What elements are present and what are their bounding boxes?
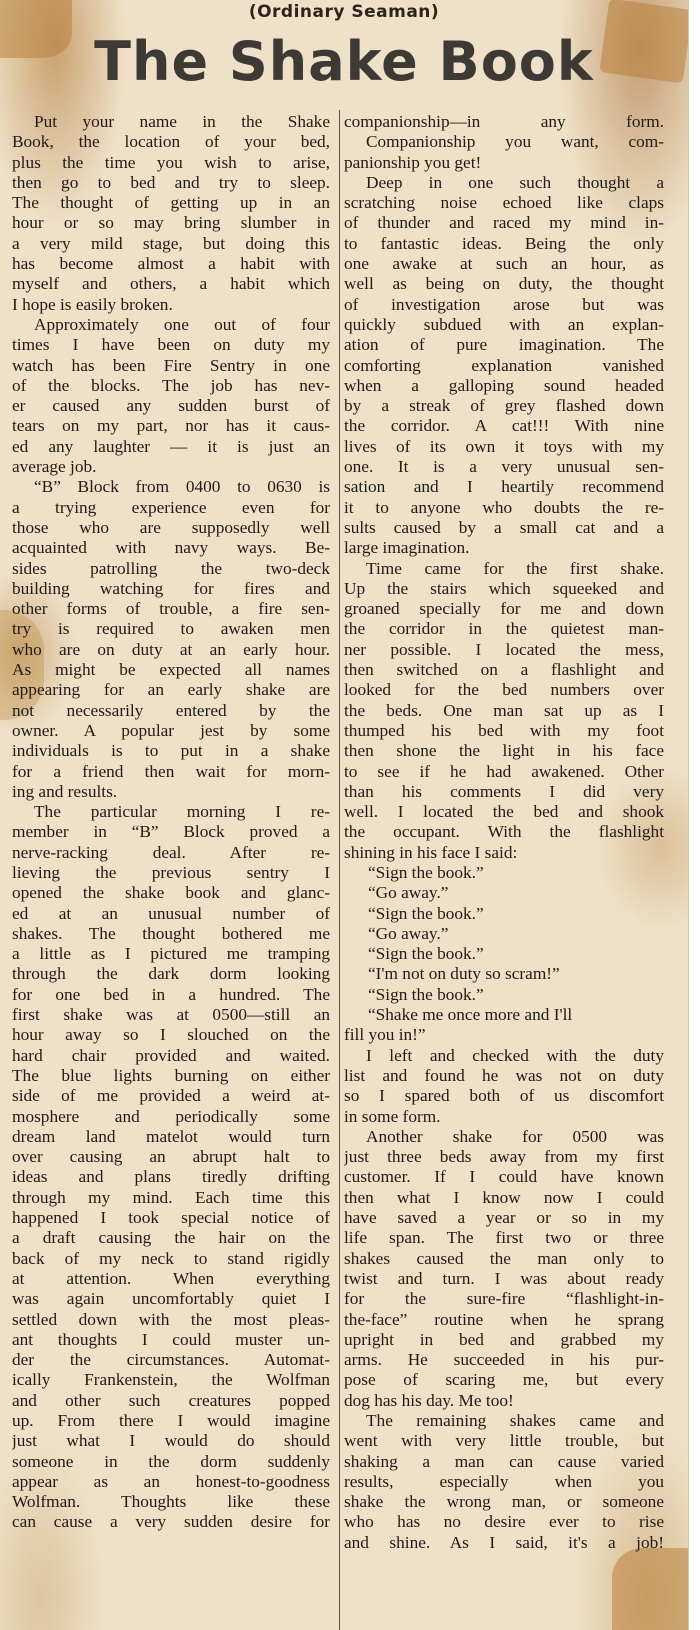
article-line: ing and results. (12, 781, 118, 801)
article-line: sides patrolling the two-deck (12, 558, 330, 578)
article-line: thumped his bed with my foot (344, 720, 664, 740)
article-line: the corridor in the quietest man- (344, 619, 664, 639)
article-line: acquainted with navy ways. Be- (12, 538, 330, 558)
article-line: up. From there I would imagine (12, 1411, 330, 1430)
article-line: pose of scaring me, but every (344, 1370, 664, 1390)
article-line: ation of pure imagination. The (344, 335, 664, 355)
article-line: the occupant. With the flashlight (344, 822, 664, 842)
article-line: one awake at such an hour, as (344, 254, 664, 274)
article-line: the-face” routine when he sprang (344, 1309, 664, 1329)
article-line: The thought of getting up in an (12, 193, 330, 213)
article-line: over causing an abrupt halt to (12, 1147, 330, 1167)
article-line: watch has been Fire Sentry in one (12, 355, 330, 375)
article-line: the corridor. A cat!!! With nine (344, 416, 664, 436)
article-line: in some form. (344, 1106, 441, 1126)
article-line: a little as I pictured me tramping (12, 944, 330, 964)
article-line: sults caused by a small cat and a (344, 517, 664, 537)
column-divider (339, 110, 340, 1630)
article-line: well as being on duty, the thought (344, 274, 664, 294)
article-line: just what I would do should (12, 1431, 330, 1451)
article-line: for a friend then wait for morn- (12, 761, 330, 781)
article-line: scratching noise echoed like claps (344, 193, 664, 213)
article-line: nerve-racking deal. After re- (12, 842, 330, 862)
article-line: fill you in!” (344, 1025, 426, 1045)
article-line: lieving the previous sentry I (12, 862, 330, 882)
article-line: when a galloping sound headed (344, 375, 664, 395)
article-line: Put your name in the Shake (34, 112, 330, 131)
article-line: arms. He succeeded in his pur- (344, 1350, 664, 1370)
article-line: panionship you get! (344, 152, 482, 172)
article-line: “Sign the book.” (368, 944, 484, 964)
article-line: er caused any sudden burst of (12, 396, 330, 416)
article-line: results, especially when you (344, 1471, 664, 1491)
article-line: member in “B” Block proved a (12, 822, 330, 842)
article-line: of investigation arose but was (344, 294, 664, 314)
article-line: first shake was at 0500—still an (12, 1005, 330, 1025)
article-line: I hope is easily broken. (12, 294, 173, 314)
article-line: then what I know now I could (344, 1187, 664, 1207)
article-line: owner. A popular jest by some (12, 720, 330, 740)
article-line: at attention. When everything (12, 1268, 330, 1288)
article-line: so I spared both of us discomfort (344, 1086, 664, 1106)
article-line: for one bed in a hundred. The (12, 984, 330, 1004)
article-line: then switched on a flashlight and (344, 660, 664, 680)
article-line: it to anyone who doubts the re- (344, 497, 664, 517)
article-line: then shone the light in his face (344, 741, 664, 761)
article-line: companionship—in any form. (344, 112, 664, 131)
article-line: appearing for an early shake are (12, 680, 330, 700)
article-line: shining in his face I said: (344, 842, 518, 862)
article-line: through the dark dorm looking (12, 964, 330, 984)
article-line: ically Frankenstein, the Wolfman (12, 1370, 330, 1390)
article-line: ed at an unusual number of (12, 903, 330, 923)
article-line: mosphere and periodically some (12, 1106, 330, 1126)
article-line: “B” Block from 0400 to 0630 is (34, 477, 330, 497)
article-line: large imagination. (344, 538, 470, 558)
article-line: Approximately one out of four (34, 314, 330, 334)
article-line: one. It is a very unusual sen- (344, 457, 664, 477)
article-line: can cause a very sudden desire for (12, 1512, 330, 1532)
article-line: individuals is to put in a shake (12, 741, 330, 761)
article-line: “Shake me once more and I'll (368, 1005, 573, 1025)
article-line: through my mind. Each time this (12, 1187, 330, 1207)
tape-stain-bottom-right (612, 1548, 688, 1630)
article-line: and shine. As I said, it's a job! (344, 1532, 664, 1552)
article-line: back of my neck to stand rigidly (12, 1248, 330, 1268)
article-line: who are on duty at an early hour. (12, 639, 330, 659)
article-line: comforting explanation vanished (344, 355, 664, 375)
article-line: not necessarily entered by the (12, 700, 330, 720)
article-line: ant thoughts I could muster un- (12, 1329, 330, 1349)
article-line: I left and checked with the duty (366, 1045, 664, 1065)
article-line: by a streak of grey flashed down (344, 396, 664, 416)
article-line: shake the wrong man, or someone (344, 1492, 664, 1512)
article-line: a very mild stage, but doing this (12, 233, 330, 253)
article-line: upright in bed and grabbed my (344, 1329, 664, 1349)
article-line: Book, the location of your bed, (12, 132, 330, 152)
article-headline: The Shake Book (94, 30, 594, 93)
article-line: a trying experience even for (12, 497, 330, 517)
article-line: “Sign the book.” (368, 984, 484, 1004)
article-line: Companionship you want, com- (366, 132, 664, 152)
article-line: try is required to awaken men (12, 619, 330, 639)
article-line: happened I took special notice of (12, 1208, 330, 1228)
article-line: the beds. One man sat up as I (344, 700, 664, 720)
article-line: was again uncomfortably quiet I (12, 1289, 330, 1309)
article-line: The blue lights burning on either (12, 1065, 330, 1085)
article-line: life span. The first two or three (344, 1228, 664, 1248)
article-line: of thunder and raced my mind in- (344, 213, 664, 233)
article-line: Deep in one such thought a (366, 172, 664, 192)
article-line: just three beds away from my first (344, 1147, 664, 1167)
article-line: Time came for the first shake. (366, 558, 664, 578)
article-line: average job. (12, 457, 97, 477)
article-line: then go to bed and try to sleep. (12, 172, 330, 192)
article-line: have saved a year or so in my (344, 1208, 664, 1228)
article-line: who has no desire ever to rise (344, 1512, 664, 1532)
article-line: to fantastic ideas. Being the only (344, 233, 664, 253)
article-line: “Go away.” (368, 923, 449, 943)
article-line: customer. If I could have known (344, 1167, 664, 1187)
article-line: ner possible. I located the mess, (344, 639, 664, 659)
article-line: Up the stairs which squeeked and (344, 578, 664, 598)
article-line: hard chair provided and waited. (12, 1045, 330, 1065)
article-line: times I have been on duty my (12, 335, 330, 355)
kicker-byline: (Ordinary Seaman) (248, 2, 440, 22)
article-line: Another shake for 0500 was (366, 1126, 664, 1146)
article-line: for the sure-fire “flashlight-in- (344, 1289, 664, 1309)
article-line: opened the shake book and glanc- (12, 883, 330, 903)
article-line: shakes caused the man only to (344, 1248, 664, 1268)
article-line: building watching for fires and (12, 578, 330, 598)
article-line: The remaining shakes came and (366, 1411, 664, 1430)
article-line: dog has his day. Me too! (344, 1390, 514, 1410)
article-line: hour away so I slouched on the (12, 1025, 330, 1045)
article-line: hour or so may bring slumber in (12, 213, 330, 233)
article-line: a draft causing the hair on the (12, 1228, 330, 1248)
article-line: plus the time you wish to arise, (12, 152, 330, 172)
article-line: shaking a man can cause varied (344, 1451, 664, 1471)
article-line: ed any laughter — it is just an (12, 436, 330, 456)
article-line: side of me provided a weird at- (12, 1086, 330, 1106)
article-line: As might be expected all names (12, 660, 330, 680)
article-line: myself and others, a habit which (12, 274, 330, 294)
article-line: lives of its own it toys with my (344, 436, 664, 456)
article-line: appear as an honest-to-goodness (12, 1471, 330, 1491)
article-line: twist and turn. I was about ready (344, 1268, 664, 1288)
article-line: “Sign the book.” (368, 862, 484, 882)
article-line: other forms of trouble, a fire sen- (12, 599, 330, 619)
article-line: those who are supposedly well (12, 517, 330, 537)
article-line: Wolfman. Thoughts like these (12, 1492, 330, 1512)
article-line: someone in the dorm suddenly (12, 1451, 330, 1471)
article-line: der the circumstances. Automat- (12, 1350, 330, 1370)
article-line: settled down with the most pleas- (12, 1309, 330, 1329)
article-line: sation and I heartily recommend (344, 477, 664, 497)
article-line: went with very little trouble, but (344, 1431, 664, 1451)
article-line: than his comments I did very (344, 781, 664, 801)
article-line: looked for the bed numbers over (344, 680, 664, 700)
article-line: list and found he was not on duty (344, 1065, 664, 1085)
article-line: dream land matelot would turn (12, 1126, 330, 1146)
article-line: shakes. The thought bothered me (12, 923, 330, 943)
article-line: tears on my part, nor has it caus- (12, 416, 330, 436)
article-line: of the blocks. The job has nev- (12, 375, 330, 395)
article-line: quickly subdued with an explan- (344, 314, 664, 334)
article-column-right (344, 112, 664, 1553)
article-line: to see if he had awakened. Other (344, 761, 664, 781)
article-column-left (12, 112, 330, 1533)
article-line: has become almost a habit with (12, 254, 330, 274)
article-line: The particular morning I re- (34, 802, 330, 822)
article-line: and other such creatures popped (12, 1390, 330, 1410)
article-line: “Sign the book.” (368, 903, 484, 923)
article-line: well. I located the bed and shook (344, 802, 664, 822)
article-line: “I'm not on duty so scram!” (368, 964, 560, 984)
article-line: groaned specially for me and down (344, 599, 664, 619)
article-line: ideas and plans tiredly drifting (12, 1167, 330, 1187)
article-line: “Go away.” (368, 883, 449, 903)
